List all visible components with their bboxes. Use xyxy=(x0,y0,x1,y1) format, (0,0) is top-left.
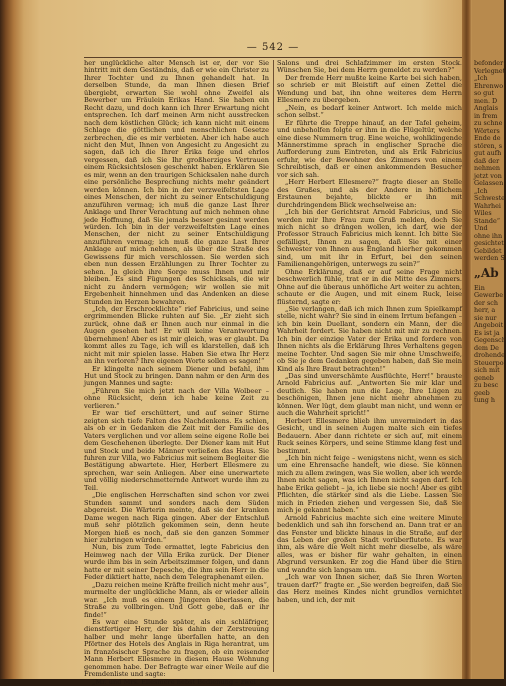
paragraph: Er klingelte nach seinem Diener und befahl, ihm Hut und Stock zu bringen. Dann nahm er den Arm des jungen Mannes und sagte: xyxy=(84,364,269,388)
text-line: Steuerpo xyxy=(474,358,504,367)
text-line: in frem xyxy=(474,111,498,120)
text-line: dem De xyxy=(474,343,499,352)
paragraph: „Nein, es bedarf keiner Antwort. Ich melde mich schon selbst.“ xyxy=(277,103,462,120)
paragraph: Arnold Fabricius machte sich eine weitere Minute bedenklich und sah ihn forschend an. Dann trat er an das Fenster und blickte hinaus in die Straße, auf der das Leben der großen Stadt vorüberflutete. Es war ihm, als wäre die Welt nicht mehr dieselbe, als wäre alles, was er bisher für wahr gehalten, in einen Abgrund versunken. Er zog die Hand über die Stirn und wandte sich langsam um. xyxy=(277,513,462,574)
book-page xyxy=(84,0,462,686)
text-line: Schweste xyxy=(474,194,505,202)
paragraph: „Das sind unverschämte Ausflüchte, Herr!“ brauste Arnold Fabricius auf. „Antworten Sie mir klar und deutlich. Sie haben nun die Lage, Ihre Lügen zu beschönigen, Ihnen jene nicht mehr abnehmen zu können. Wer lügt, dem glaubt man nicht, und wenn er auch die Wahrheit spricht!“ xyxy=(277,372,462,418)
book-gutter xyxy=(462,0,472,679)
paragraph: „Dazu reichen meine Kräfte freilich nicht mehr aus“, murmelte der unglückliche Mann, als er wieder allein war. „Ich muß es einem Jüngeren überlassen, die Straße zu vollbringen. Und Gott gebe, daß er ihr finde!“ xyxy=(84,580,269,619)
text-line: Ein xyxy=(474,283,485,292)
text-line: herr, a xyxy=(474,306,496,314)
paragraph: „Ich bin der Gerichtsrat Arnold Fabricius, und Sie werden mir Ihre Frau zum Gruß melden, doch Sie mich nicht so drängen wollen, ich darf, wie der Professor Strauch Fabricius mich kennt. Ich bitte Sie gefälligst, Ihnen zu sagen, daß Sie mit einer Schwester von Ihnen aus England hierher gekommen sind, um mit ihr in Erfurt, bei den seinen Familienangehörigen, unterwegs zu sein?“ xyxy=(277,208,462,269)
text-line: daß der xyxy=(474,156,500,165)
section-heading: „Ab xyxy=(474,265,499,280)
text-line: befonder xyxy=(474,59,504,67)
right-text-column xyxy=(277,60,462,672)
left-text-column xyxy=(84,59,269,686)
text-line: nehmen xyxy=(474,164,500,172)
text-line: gesichtet xyxy=(474,239,504,247)
text-line: zu besc xyxy=(474,381,499,389)
paragraph: Salons und drei Schlafzimmer im ersten Stock. Wünschen Sie, bei dem Herrn gemeldet zu werden?“ xyxy=(277,59,462,75)
text-line: Wahrhei xyxy=(474,201,501,210)
paragraph: Der fremde Herr mußte keine Karte bei sich haben, so schrieb er mit Bleistift auf einen Zettel die Wendung und bat, ihn ohne weiteres dem Herrn Ellesmere zu übergeben. xyxy=(277,73,462,105)
text-line: Es ist ja xyxy=(474,328,500,337)
paragraph: Er führte die Treppe hinauf, an der Tafel geheim, und unbeholfen folgte er ihm in die Flügeltür, welche eine diese Nummern trug. Eine weiche, wohlklingende Männerstimme sprach in englischer Sprache die Aufforderung zum Eintreten, und als Erik Fabricius erfuhr, wie der Bewohner des Zimmers von einem Schreibtisch, daß er einen ankommenden Besucher vor sich sah. xyxy=(277,118,462,179)
paragraph: „Ich, der Erschrocklichte“ rief Fabricius, und seine ergrimmenden Blicke ruhten auf Sie. „Er zieht sich zurück, ohne daß er Ihnen auch nur einmal in die Augen gesehen hat! Er will keine Verantwortung übernehmen! Aber es ist mir gleich, was er glaubt. Da kommt alles zu Tage, ich will es klarstellen, daß ich nicht mit mir spielen lasse. Haben Sie etwa Ihr Herz an ihn verloren? Ihre eigenen Worte sollen es sagen!“ xyxy=(84,304,269,366)
text-line: Gelassen xyxy=(474,179,504,187)
text-line: tung h xyxy=(474,396,496,404)
next-page-fragment xyxy=(474,60,504,672)
text-line: Stande“ xyxy=(474,216,501,225)
text-line: Gegensch xyxy=(474,336,506,344)
text-line: gut aufh xyxy=(474,149,502,157)
text-line: so gut xyxy=(474,89,494,97)
paragraph: Ohne Erklärung, daß er auf seine Frage nicht beschwerlich fühle, trat er in die Mitte des Zimmers. Ohne auf die überaus unhöfliche Art weiter zu achten, schaute er die Augen, und mit einem Ruck, leise flüsternd, sagte er: xyxy=(277,267,462,306)
text-line: Anglais xyxy=(474,104,498,112)
text-line: drohende xyxy=(474,351,505,359)
text-line: „Ich xyxy=(474,186,488,195)
paragraph: Nun, bis zum Tode ermattet, legte Fabricius den Heimweg nach der Villa Erika zurück. Der Diener wurde ihm bis in sein Arbeitszimmer folgen, und dann hatte er mit seiner Depesche, die ihm sein Herr in die Feder diktiert hatte, nach dem Telegraphenamt eilen. xyxy=(84,543,269,582)
paragraph: „Ich bin nicht feige – wenigstens nicht, wenn es sich um eine Ehrensache handelt, wie diese. Sie können mich zu allem zwingen, was Sie wollen, aber ich werde Ihnen nicht sagen, was ich Ihnen nicht sagen darf. Ich habe Erika geliebt – ja, ich liebe sie noch! Aber es gibt Pflichten, die stärker sind als die Liebe. Lassen Sie mich in Frieden ziehen und vergessen Sie, daß Sie mich je gekannt haben.“ xyxy=(277,454,462,515)
text-line: men. D xyxy=(474,96,498,105)
text-line: Angeboit xyxy=(474,321,504,329)
paragraph: her unglückliche alter Mensch ist er, der vor Sie hintritt mit dem Geständnis, daß er wie ein Christer zu Ihrer Tochter und zu Ihnen gehandelt hat. In derselben Stunde, da man Ihnen diesen Brief übergiebt, erwarten Sie wohl ohne Zweifel als Bewerber um Fräulein Erikas Hand. Sie haben ein Recht dazu, und doch kann ich Ihrer Erwartung nicht entsprechen. Ich darf meinen Arm nicht ausstrecken nach dem köstlichen Glück; ich kann nicht mit einem Schlage die göttlichen und menschlichen Gesetze zerbrechen, die es mir verbieten. Aber ich habe auch nicht den Mut, Ihnen von Angesicht zu Angesicht zu sagen, daß ich die Ihrer Erika feige und ehrlos vergessen, daß ich Sie Ihr großherziges Vertrauen einem Rücksichtslosen geschenkt haben. Erklären Sie es mir, wenn an den traurigen Schicksalen nahe durch eine persönliche Besprechung nichts mehr geändert werden können. Ich bin in der verzweifeltsten Lage eines Menschen, der nicht zu seiner Entschuldigung anzuführen vermag; ich muß die ganze Last Ihrer Anklage und Ihrer Verachtung auf mich nehmen ohne jede Hoffnung, daß Sie jemals besser gesinnt werden würden. Ich bin in der verzweifeltsten Lage eines Menschen, der nicht zu seiner Entschuldigung anzuführen vermag; ich muß die ganze Last Ihrer Anklage auf mich nehmen, als über die Straße des Gewissens für mich verschlossen. Sie werden sich eben nun dessen Erzählungen zu Ihrer Tochter zu sehen. Ja gleich ihre Sorge muss Ihnen und mir bleiben. Es sind Fügungen des Schicksals, die wir nicht zu ändern vermögen; wir wollen sie mit Ergebenheit hinnehmen und das Andenken an diese Stunden im Herzen bewahren. xyxy=(84,59,269,306)
paragraph: „Die englischen Herrschaften sind schon vor zwei Stunden sammt und sonders nach dem Süden abgereist. Die Wärterin meinte, daß sie der kranken Dame wegen nach Riga gingen. Aber der Entschluß muß sehr plötzlich gekommen sein, denn heute Morgen hieß es noch, daß sie den ganzen Sommer hier zubringen würden.“ xyxy=(84,491,269,544)
text-line: Wörters xyxy=(474,126,500,135)
text-line: geeb xyxy=(474,388,490,397)
text-line: Verlegnet xyxy=(474,66,506,75)
text-line: Ehrenwo xyxy=(474,81,504,90)
text-line: werden S xyxy=(474,254,505,262)
text-line: jetzt von xyxy=(474,171,502,180)
header-rule xyxy=(84,57,462,58)
paragraph: Er war tief erschüttert, und auf seiner Stirne zeigten sich tiefe Falten des Nachdenkens. Es schien, als ob er in Gedanken die Zeit mit der Familie des Vaters verglichen und vor allem seine eigene Rolle bei dem Geschehenen überlegte. Der Diener kam mit Hut und Stock und beide Männer verließen das Haus. Sie fuhren zur Villa, wo Fabricius mit seinem Begleiter die Bestätigung abwartete. Hier, Herbert Ellesmere zu sprechen, war sein Anliegen. Aber eine unerwartete und völlig niederschmetternde Antwort wurde ihm zu Teil. xyxy=(84,409,269,492)
page-number: — 542 — xyxy=(246,42,300,53)
paragraph: „Ich war von Ihnen sicher, daß Sie Ihren Worten trauen darf?“ fragte er. „Sie werden begreifen, daß Sie das Herz meines Kindes nicht grundlos vernichtet haben, und ich, der mit xyxy=(277,573,462,604)
paragraph: Herbert Ellesmere blieb ihm unvermindert in das Gesicht, und in seinen Augen malte sich ein tiefes Bedauern. Aber dann richtete er sich auf, mit einem Ruck seines Körpers, und seine Stimme klang fest und bestimmt. xyxy=(277,416,462,455)
text-line: sie nur xyxy=(474,313,497,322)
paragraph: „Führen Sie mich jetzt nach der Villa Wolbeer – ohne Rücksicht, denn ich habe keine Zeit zu verlieren.“ xyxy=(84,386,269,410)
text-line: sich mit xyxy=(474,366,500,374)
text-line: „Ich xyxy=(474,74,488,82)
text-line: der sch xyxy=(474,298,498,307)
column-divider xyxy=(273,60,274,672)
paragraph: „Sie verlangen, daß ich mich Ihnen zum Spielkampf stelle, nicht wahr? Sie sind in einem Irrtum befangen – ich bin kein Duellant, sondern ein Mann, der die Wahrheit fordert. Sie haben nicht mit mir zu rechnen. Ich bin der einzige Vater der Erika und fordere von Ihnen nichts als die Erklärung Ihres Verhaltens gegen meine Tochter. Und sagen Sie mir ohne Umschweife, ob Sie je dem Gedanken gegeben haben, daß Sie mein Kind als Ihre Braut betrachten!“ xyxy=(277,304,462,373)
text-line: stören, s xyxy=(474,141,502,150)
text-line: Gebildet xyxy=(474,246,502,255)
text-line: Wiles xyxy=(474,209,492,217)
text-line: ohne ihn xyxy=(474,231,503,240)
paragraph: „Herr Herbert Ellesmere?“ fragte dieser an Stelle des Grußes, und als der Andere in höflichem Erstaunen bejahte, blickte er ihn mit durchdringendem Blick wechselweise an: xyxy=(277,178,462,209)
text-line: zu schne xyxy=(474,119,503,127)
paragraph: „Mr. und Mrs. Ellesmere nebst Bedienung – zwei xyxy=(92,677,256,686)
text-line: Gewerbe xyxy=(474,291,504,299)
text-line: Ende de xyxy=(474,134,501,142)
text-line: geneb xyxy=(474,373,494,382)
paragraph: Es war eine Stunde später, als ein schläfriger, dienstfertiger Herr, der bis dahin der Zerstreuung halber und mehr lange überfallen hatte, an den Pförtner des Hotels des Anglais in Riga herantrat, um in französischer Sprache zu fragen, ob ein reisender Mann Herbert Ellesmere in diesem Hause Wohnung genommen habe. Der Befragte war einer Weile auf die Fremdenliste und sagte: xyxy=(84,617,269,679)
text-line: Und xyxy=(474,224,488,232)
